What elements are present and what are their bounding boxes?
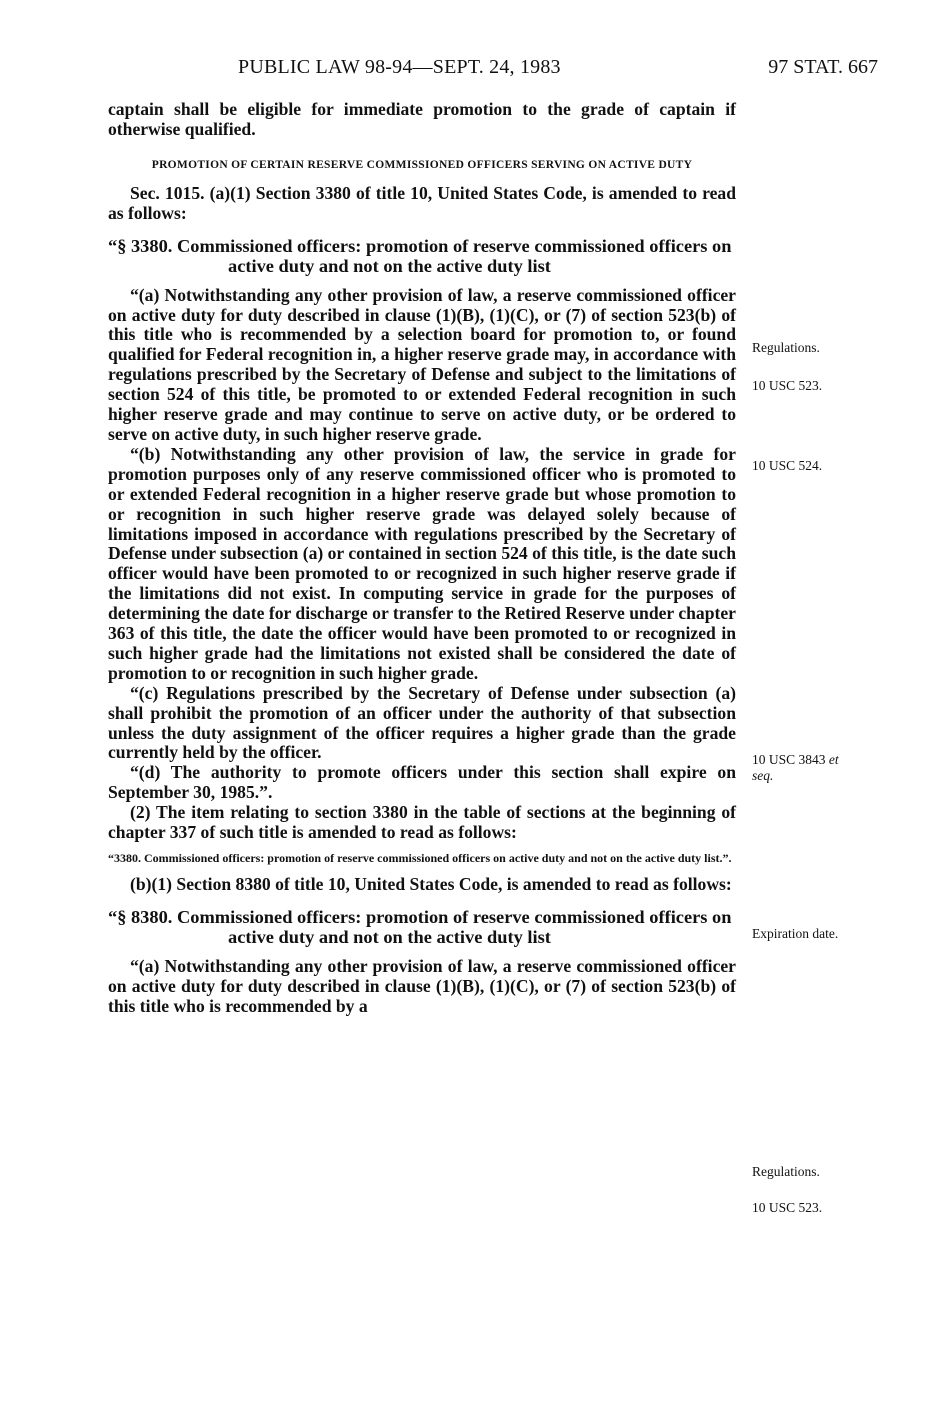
margin-note-et: et bbox=[828, 752, 839, 767]
stat-citation: 97 STAT. 667 bbox=[768, 56, 878, 78]
subsection-a-8380: “(a) Notwithstanding any other provision of law, a reserve commissioned officer on active duty for duty described in clause (1)(B), (1)(C), or (7) of section 523(b) of this title who is recommended by a bbox=[108, 955, 736, 1016]
running-title: PUBLIC LAW 98-94—SEPT. 24, 1983 bbox=[238, 56, 561, 78]
subsection-b: “(b) Notwithstanding any other provision of law, the service in grade for promotion purposes only of any reserve commissioned officer who is promoted to or extended Federal recognition in a higher reserve grade but whose promotion to or recognition in such higher reserve grade was delayed solely because of limitations imposed in accordance with regulations prescribed by the Secretary of Defense under subsection (a) or contained in section 524 of this title, is the date such officer would have been promoted to or recognized in such higher reserve grade if the limitations did not exist. In computing service in grade for the purposes of determining the date for discharge or transfer to the Retired Reserve under chapter 363 of this title, the date the officer would have been promoted to or recognized in such higher grade had the limitations not existed shall be considered the date of promotion to or recognition in such higher grade. bbox=[108, 443, 736, 683]
subsection-c: “(c) Regulations prescribed by the Secretary of Defense under subsection (a) shall prohibit the promotion of an officer under the authority of that subsection unless the duty assignment of the officer requires a higher grade than the grade currently held by the officer. bbox=[108, 682, 736, 763]
margin-note-10usc524: 10 USC 524. bbox=[752, 458, 823, 473]
section-1015: Sec. 1015. (a)(1) Section 3380 of title 10, United States Code, is amended to read as follows: bbox=[108, 182, 736, 223]
subsection-d: “(d) The authority to promote officers under this section shall expire on September 30, 1985.”. bbox=[108, 762, 736, 803]
margin-note-seq: seq. bbox=[752, 768, 774, 783]
table-of-sections-item: “3380. Commissioned officers: promotion of reserve commissioned officers on active duty and not on the active duty list.”. bbox=[108, 851, 732, 865]
page-header bbox=[108, 56, 878, 86]
paragraph-b1: (b)(1) Section 8380 of title 10, United States Code, is amended to read as follows: bbox=[130, 874, 732, 894]
margin-note-10usc523: 10 USC 523. bbox=[752, 378, 823, 393]
margin-note-10usc523-2: 10 USC 523. bbox=[752, 1200, 823, 1215]
margin-note-regulations: Regulations. bbox=[752, 340, 820, 355]
margin-note-3843-text: 10 USC 3843 bbox=[752, 752, 829, 767]
body-text bbox=[108, 100, 736, 1017]
section-3380-heading: “§ 3380. Commissioned officers: promotion of reserve commissioned officers on active duty and not on the active duty list bbox=[108, 235, 732, 276]
section-heading: PROMOTION OF CERTAIN RESERVE COMMISSIONED OFFICERS SERVING ON ACTIVE DUTY bbox=[151, 158, 693, 171]
subsection-a: “(a) Notwithstanding any other provision of law, a reserve commissioned officer on active duty for duty described in clause (1)(B), (1)(C), or (7) of section 523(b) of this title who is recommended by a selection board for promotion to, or found qualified for Federal recognition in, a higher reserve grade may, in accordance with regulations prescribed by the Secretary of Defense and subject to the limitations of section 524 of this title, be promoted to or extended Federal recognition in such higher reserve grade and may continue to serve on active duty, or be ordered to serve on active duty, in such higher reserve grade. bbox=[108, 284, 736, 444]
paragraph-2: (2) The item relating to section 3380 in the table of sections at the beginning of chapter 337 of such title is amended to read as follows: bbox=[108, 802, 736, 843]
section-8380-heading: “§ 8380. Commissioned officers: promotion of reserve commissioned officers on active duty and not on the active duty list bbox=[108, 906, 732, 947]
margin-note-regulations-2: Regulations. bbox=[752, 1164, 820, 1179]
margin-note-10usc3843 bbox=[752, 752, 839, 784]
margin-note-expiration: Expiration date. bbox=[752, 926, 839, 941]
paragraph-continuation: captain shall be eligible for immediate promotion to the grade of captain if otherwise qualified. bbox=[108, 99, 736, 139]
